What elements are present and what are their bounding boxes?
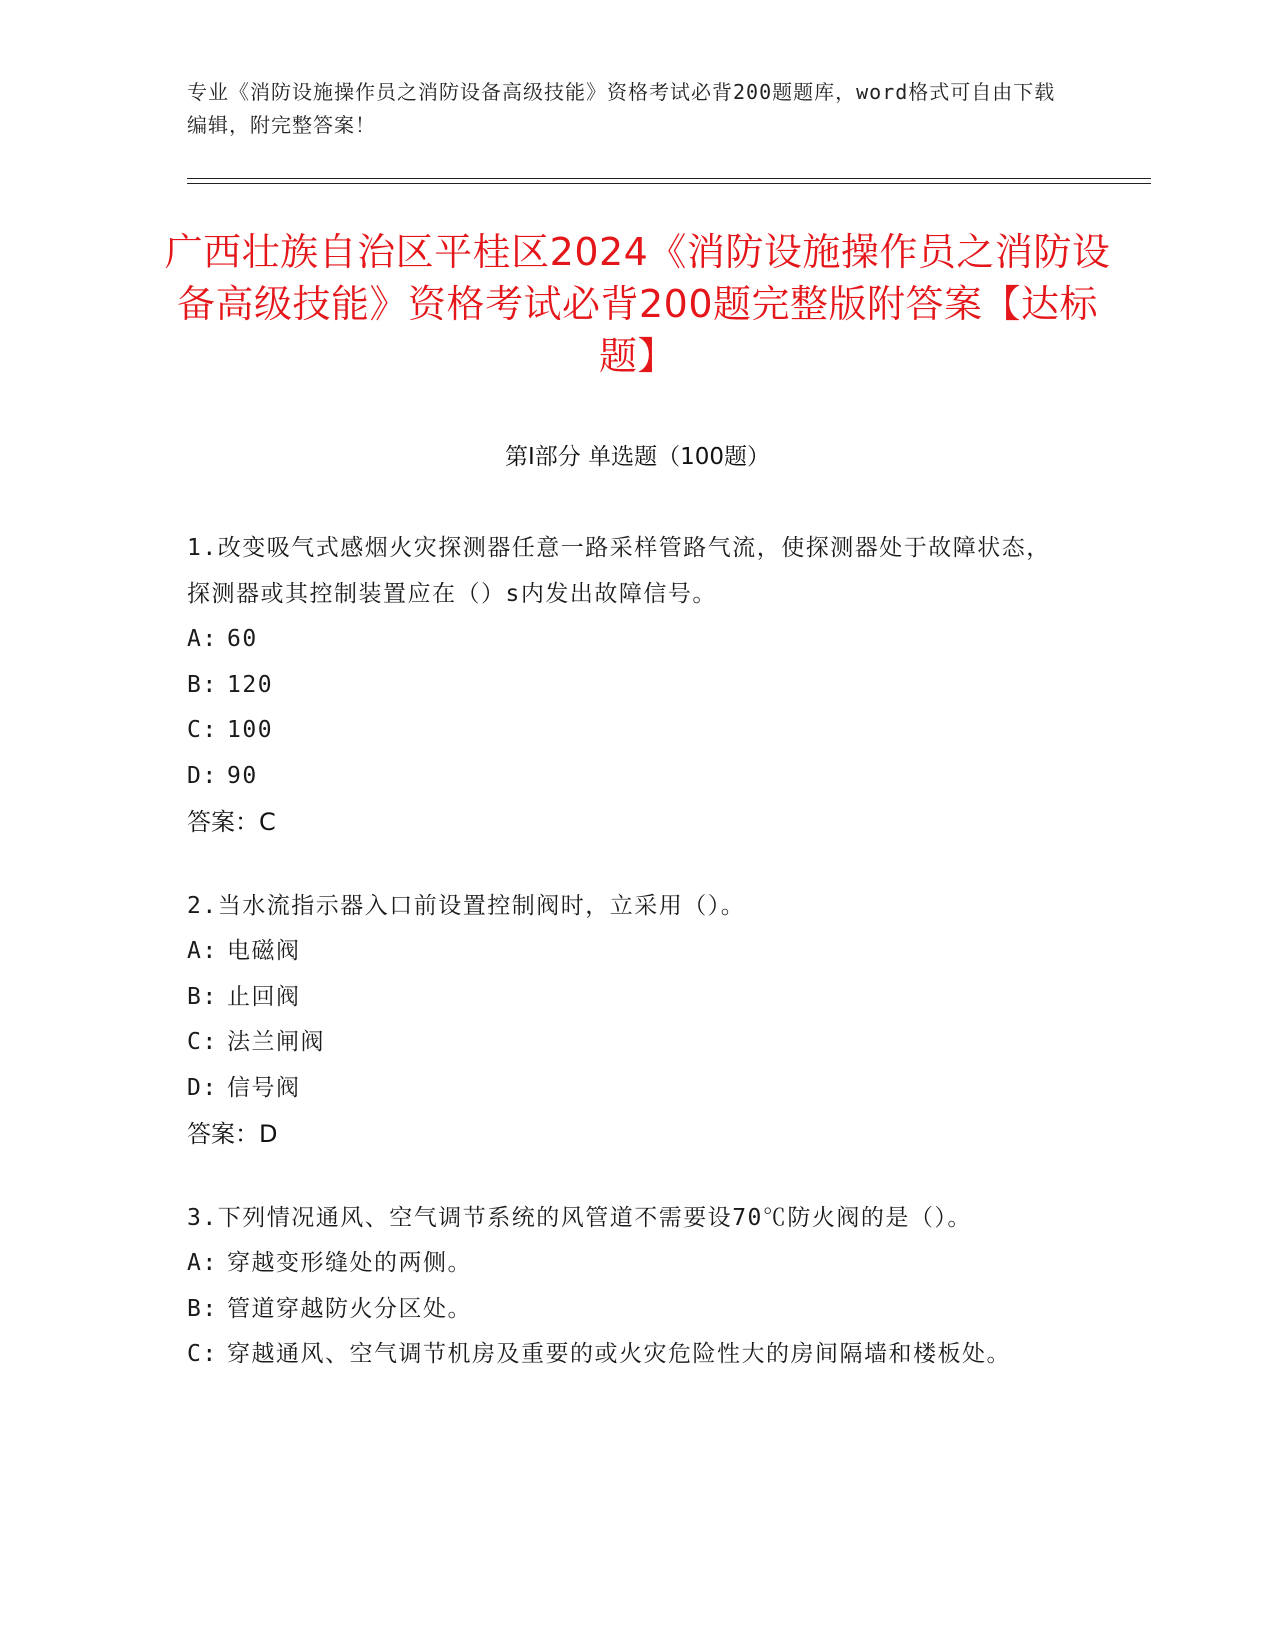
option-a	[187, 1241, 1067, 1287]
option-c	[187, 708, 1067, 754]
option-letter: B:	[187, 671, 218, 698]
option-d	[187, 754, 1067, 800]
option-text: 电磁阀	[227, 938, 301, 964]
option-c	[187, 1332, 1067, 1378]
document-title: 广西壮族自治区平桂区2024《消防设施操作员之消防设备高级技能》资格考试必背200题完整版附答案【达标题】	[164, 230, 1111, 378]
option-text: 信号阀	[227, 1074, 301, 1101]
option-text: 止回阀	[227, 983, 301, 1010]
option-text: 管道穿越防火分区处。	[227, 1295, 472, 1322]
option-d	[187, 1066, 1067, 1112]
option-letter: B:	[187, 983, 218, 1010]
option-letter: A:	[187, 626, 218, 652]
option-text: 60	[227, 626, 258, 652]
question-1	[187, 525, 1067, 845]
header-rule-top	[187, 178, 1151, 179]
question-text: 3.下列情况通风、空气调节系统的风管道不需要设70℃防火阀的是（）。	[187, 1205, 972, 1231]
option-b	[187, 1287, 1067, 1333]
header-rule-bottom	[187, 183, 1151, 184]
option-a	[187, 929, 1067, 975]
option-text: 穿越通风、空气调节机房及重要的或火灾危险性大的房间隔墙和楼板处。	[227, 1341, 1011, 1367]
question-text: 2.当水流指示器入口前设置控制阀时，立采用（）。	[187, 893, 746, 919]
section-heading: 第Ⅰ部分 单选题（100题）	[505, 444, 770, 470]
option-c	[187, 1020, 1067, 1066]
question-2	[187, 883, 1067, 1157]
option-letter: C:	[187, 1341, 218, 1367]
option-letter: C:	[187, 1029, 218, 1055]
option-text: 100	[227, 717, 274, 743]
answer: 答案：D	[187, 1120, 278, 1148]
option-letter: A:	[187, 938, 218, 964]
option-b	[187, 663, 1067, 709]
answer: 答案：C	[187, 808, 276, 836]
option-text: 120	[227, 671, 274, 698]
option-letter: B:	[187, 1295, 218, 1322]
option-text: 法兰闸阀	[227, 1029, 325, 1055]
question-3	[187, 1195, 1067, 1378]
option-b	[187, 975, 1067, 1021]
option-text: 穿越变形缝处的两侧。	[227, 1250, 472, 1276]
header-note: 专业《消防设施操作员之消防设备高级技能》资格考试必背200题题库，word格式可自由下载编辑，附完整答案！	[187, 80, 1056, 137]
option-letter: D:	[187, 762, 218, 789]
option-text: 90	[227, 762, 258, 789]
question-text: 1.改变吸气式感烟火灾探测器任意一路采样管路气流，使探测器处于故障状态，探测器或其控制装置应在（）s内发出故障信号。	[187, 535, 1051, 607]
option-letter: D:	[187, 1074, 218, 1101]
question-list	[187, 525, 1067, 1416]
option-letter: C:	[187, 717, 218, 743]
option-a	[187, 617, 1067, 663]
option-letter: A:	[187, 1250, 218, 1276]
